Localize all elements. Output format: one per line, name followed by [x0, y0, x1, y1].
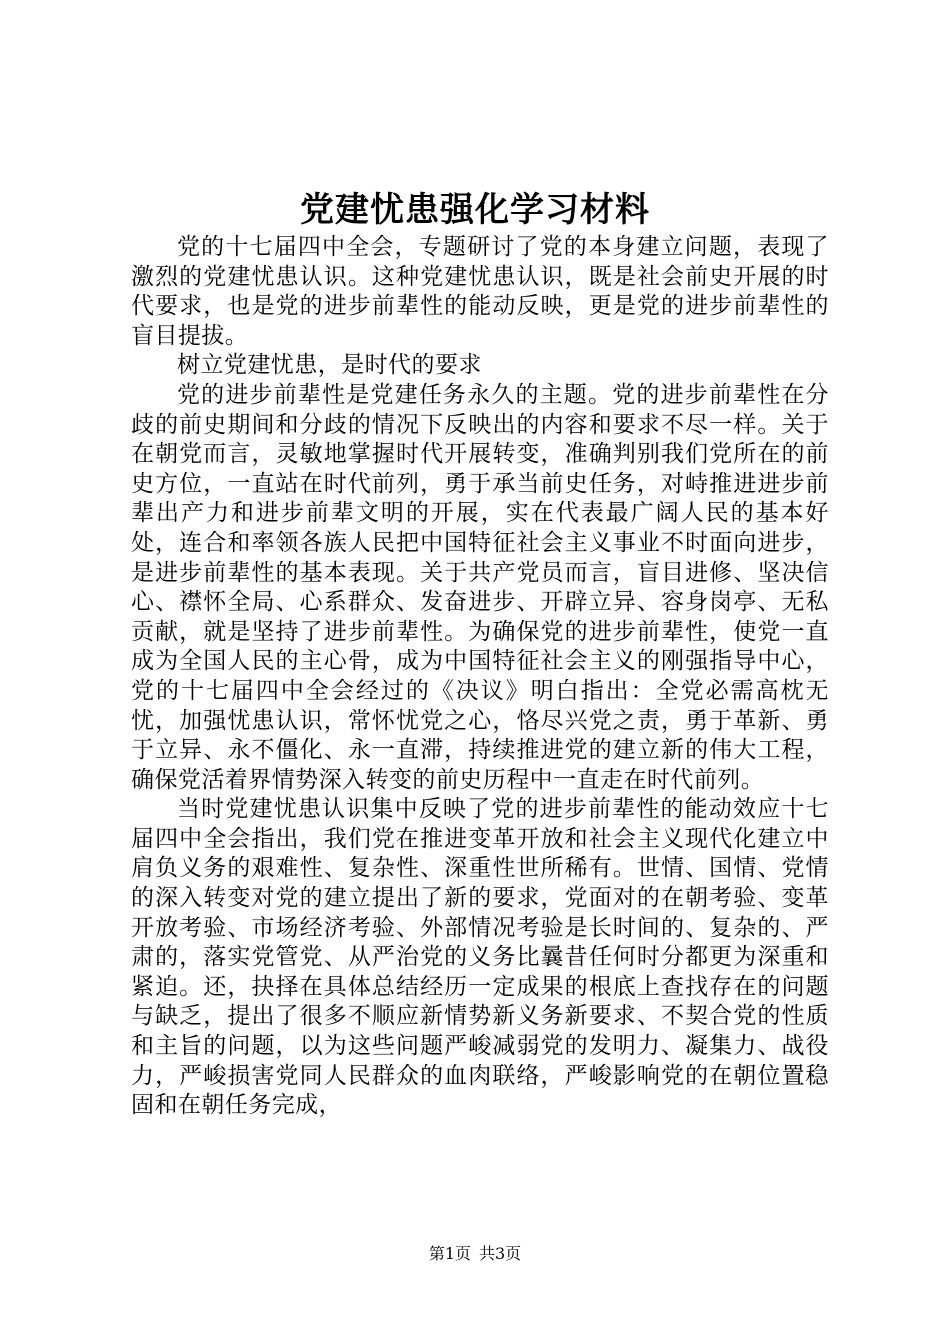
document-title: 党建忧患强化学习材料: [300, 190, 650, 230]
section-heading: 树立党建忧患，是时代的要求: [177, 352, 482, 379]
paragraph-advancement: 党的进步前辈性是党建任务永久的主题。党的进步前辈性在分歧的前史期间和分歧的情况下反映出的内容和要求不尽一样。关于在朝党而言，灵敏地掌握时代开展转变，准确判别我们党所在的前史方位，一直站在时代前列，勇于承当前史任务，对峙推进进步前辈出产力和进步前辈文明的开展，实在代表最广阔人民的基本好处，连合和率领各族人民把中国特征社会主义事业不时面向进步，是进步前辈性的基本表现。关于共产党员而言，盲目进修、坚决信心、襟怀全局、心系群众、发奋进步、开辟立异、容身岗亭、无私贡献，就是坚持了进步前辈性。为确保党的进步前辈性，使党一直成为全国人民的主心骨，成为中国特征社会主义的刚强指导中心，党的十七届四中全会经过的《决议》明白指出：全党必需高枕无忧，加强忧患认识，常怀忧党之心，恪尽兴党之责，勇于革新、勇于立异、永不僵化、永一直滞，持续推进党的建立新的伟大工程，确保党活着界情势深入转变的前史历程中一直走在时代前列。: [131, 381, 829, 793]
page-footer: [0, 1243, 950, 1265]
paragraph-current-awareness: 当时党建忧患认识集中反映了党的进步前辈性的能动效应十七届四中全会指出，我们党在推进变革开放和社会主义现代化建立中肩负义务的艰难性、复杂性、深重性世所稀有。世情、国情、党情的深入转变对党的建立提出了新的要求，党面对的在朝考验、变革开放考验、市场经济考验、外部情况考验是长时间的、复杂的、严肃的，落实党管党、从严治党的义务比曩昔任何时分都更为深重和紧迫。还，抉择在具体总结经历一定成果的根底上查找存在的问题与缺乏，提出了很多不顺应新情势新义务新要求、不契合党的性质和主旨的问题，以为这些问题严峻减弱党的发明力、凝集力、战役力，严峻损害党同人民群众的血肉联络，严峻影响党的在朝位置稳固和在朝任务完成，: [131, 796, 829, 1119]
document-body: [131, 233, 829, 1121]
page-total: 共3页: [479, 1244, 522, 1263]
page-number: 第1页: [428, 1244, 471, 1263]
paragraph-intro: 党的十七届四中全会，专题研讨了党的本身建立问题，表现了激烈的党建忧患认识。这种党建忧患认识，既是社会前史开展的时代要求，也是党的进步前辈性的能动反映，更是党的进步前辈性的盲目提拔。: [131, 234, 829, 349]
